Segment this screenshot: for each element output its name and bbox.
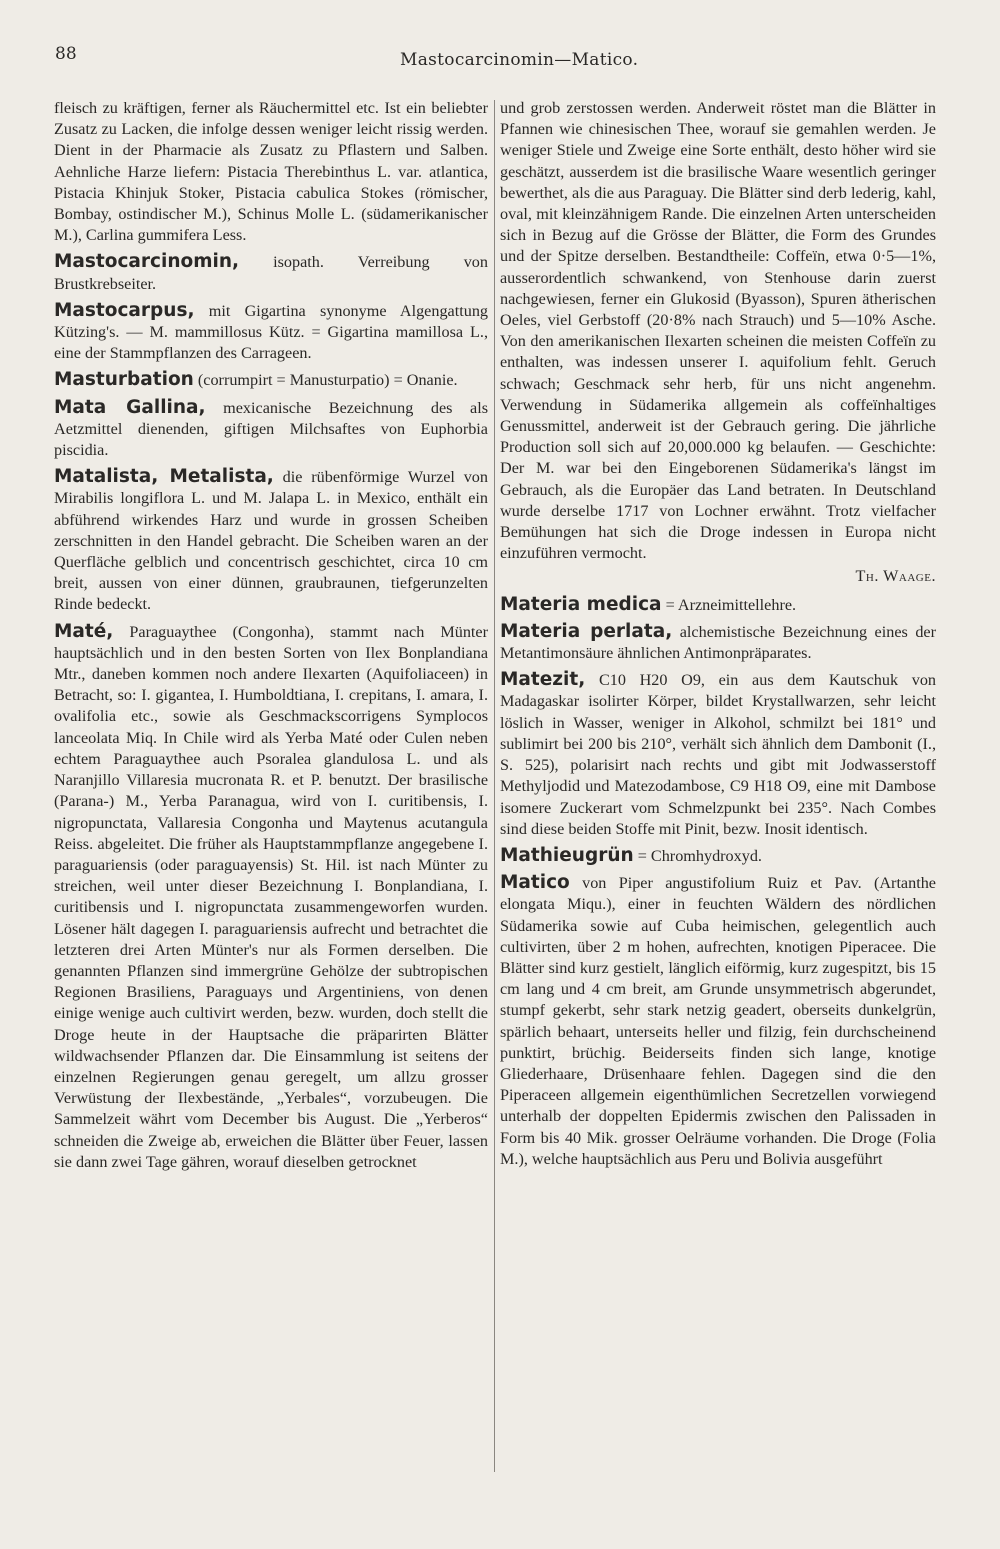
author-signature: Th. Waage. <box>855 567 936 586</box>
entry-continuation <box>500 98 936 564</box>
entry-text: alchemistische Bezeichnung eines der Metantimonsäure ähnlichen Antimonpräparates. <box>500 622 936 663</box>
entry-materia-perlata <box>500 621 936 664</box>
right-column <box>500 98 936 1170</box>
entry-headword: Mata Gallina, <box>54 396 206 418</box>
page-header <box>0 44 1000 74</box>
entry-text: (corrumpirt = Manusturpatio) = Onanie. <box>197 371 458 390</box>
entry-text: = Chromhydroxyd. <box>637 846 762 865</box>
entry-mastocarpus <box>54 300 488 365</box>
entry-matezit <box>500 669 936 840</box>
entry-text: die rübenförmige Wurzel von Mirabilis longiflora L. und M. Jalapa L. in Mexico, enthält ein abführend wirkendes Harz und wurde in grossen Scheiben zerschnitten in den Handel gebracht. Die Scheiben waren an der Querfläche gelblich und concentrisch geschichtet, circa 10 cm breit, aussen von einer dünnen, graubraunen, tiefgerunzelten Rinde bedeckt. <box>54 468 488 614</box>
entry-materia-medica <box>500 594 936 616</box>
entry-mastocarcinomin <box>54 251 488 294</box>
left-column <box>54 98 488 1173</box>
entry-headword: Materia perlata, <box>500 620 673 642</box>
entry-text: Paraguaythee (Congonha), stammt nach Münter hauptsächlich und in den besten Sorten von Ilex Bonplandiana Mtr., daneben kommen noch andere Ilexarten (Aquifoliaceen) in Betracht, so: I. gigantea, I. Humboldtiana, I. crepitans, I. amara, I. ovalifolia etc., sowie als Geschmackscorrigens Symplocos lanceolata Miq. In Chile wird als Yerba Maté oder Culen neben echtem Paraguaythee auch Psoralea glandulosa L. und als Naranjillo Villaresia mucronata R. et P. benutzt. Der brasilische (Parana-) M., Yerba Paranagua, wird von I. curitibensis, I. nigropunctata, Vallaresia Congonha und Maytenus acutangula Reiss. abgeleitet. Die früher als Hauptstammpflanze angegebene I. paraguariensis (oder paraguayensis) St. Hil. ist nach Münter zu streichen, weil unter dieser Bezeichnung I. Bonplandiana, I. curitibensis und I. nigropunctata zusammengeworfen wurden. Lösener hält dagegen I. paraguariensis aufrecht und betrachtet die letzteren drei Arten Münter's nur als Formen derselben. Die genannten Pflanzen sind immergrüne Gehölze der subtropischen Regionen Brasiliens, Paraguays und Argentiniens, von denen einige wenige auch cultivirt werden, bezw. wurden, doch stellt die Droge heute in der Hauptsache die präparirten Blätter wildwachsender Pflanzen dar. Die Einsammlung ist seitens der einzelnen Regierungen genau geregelt, um allzu grosser Verwüstung der Ilexbestände, „Yerbales“, vorzubeugen. Die Sammelzeit währt vom December bis August. Die „Yerberos“ schneiden die Zweige ab, erweichen die Blätter über Feuer, lassen sie dann zwei Tage gähren, worauf dieselben getrocknet <box>54 622 489 1171</box>
page-number: 88 <box>55 44 77 64</box>
entry-text: von Piper angustifolium Ruiz et Pav. (Artanthe elongata Miqu.), einer in feuchten Wäldern des nördlichen Südamerika sowie auf Cuba heimischen, gelegentlich auch cultivirten, über 2 m hohen, aufrechten, knotigen Piperacee. Die Blätter sind kurz gestielt, länglich eiförmig, kurz zugespitzt, bis 15 cm lang und 4 cm breit, am Grunde unsymmetrisch abgerundet, stumpf gekerbt, sehr stark netzig geadert, oberseits dunkelgrün, spärlich behaart, unterseits heller und filzig, fein durchscheinend punktirt, brüchig. Beiderseits finden sich lange, knotige Gliederhaare, Drüsenhaare fehlen. Dagegen sind die den Piperaceen allgemein eigenthümlichen Secretzellen vorwiegend unterhalb der doppelten Epidermis zwischen den Palissaden in Form bis 40 Mik. grosser Oelräume vorhanden. Die Droge (Folia M.), welche hauptsächlich aus Peru und Bolivia ausgeführt <box>500 874 936 1168</box>
entry-text: mexicanische Bezeichnung des als Aetzmittel dienenden, giftigen Milchsaftes von Euphorbia piscidia. <box>54 398 488 460</box>
entry-text: C10 H20 O9, ein aus dem Kautschuk von Madagaskar isolirter Körper, bildet Krystallwarzen, sehr leicht löslich in Wasser, weniger in Alkohol, schmilzt bei 181° und sublimirt bei 200 bis 210°, verhält sich ähnlich dem Dambonit (I., S. 525), polarisirt nach rechts und gibt mit Jodwasserstoff Methyljodid und Matezodambose, C9 H18 O9, eine mit Dambose isomere Zuckerart vom Schmelzpunkt bei 235°. Nach Combes sind diese beiden Stoffe mit Pinit, bezw. Inosit identisch. <box>500 671 937 838</box>
entry-matalista <box>54 466 488 615</box>
entry-text: isopath. Verreibung von Brustkrebseiter. <box>54 253 488 293</box>
entry-text: mit Gigartina synonyme Algengattung Kützing's. — M. mammillosus Kütz. = Gigartina mamillosa L., eine der Stammpflanzen des Carrageen. <box>54 301 489 363</box>
entry-headword: Maté, <box>54 620 114 642</box>
entry-headword: Matezit, <box>500 669 586 691</box>
entry-headword: Matico <box>500 872 570 894</box>
column-divider <box>494 100 495 1472</box>
entry-headword: Matalista, Metalista, <box>54 466 274 488</box>
running-title: Mastocarcinomin—Matico. <box>400 50 639 70</box>
entry-mata-gallina <box>54 397 488 462</box>
entry-text: und grob zerstossen werden. Anderweit röstet man die Blätter in Pfannen wie chinesischen Thee, worauf sie gemahlen werden. Je weniger Stiele und Zweige eine Sorte enthält, desto höher wird sie geschätzt, ausserdem ist die brasilische Waare wesentlich geringer bewerthet, als die aus Paraguay. Die Blätter sind derb lederig, kahl, oval, mit kleinzähnigem Rande. Die einzelnen Arten unterscheiden sich in Bezug auf die Grösse der Blätter, die Form des Grundes und der Spitze derselben. Bestandtheile: Coffeïn, etwa 0·5—1%, ausserordentlich schwankend, von Stenhouse darin zuerst nachgewiesen, ferner ein Glukosid (Byasson), Spuren ätherischen Oeles, viel Gerbstoff (20·8% nach Strauch) und 5—10% Asche. Von den amerikanischen Ilexarten scheinen die meisten Coffeïn zu enthalten, was indessen unserer I. aquifolium fehlt. Geruch schwach; Geschmack sehr herb, für uns nicht angenehm. Verwendung in Südamerika allgemein als coffeïnhaltiges Genussmittel, anderweit ist der Gebrauch gering. Die jährliche Production soll sich auf 20,000.000 kg belaufen. — Geschichte: Der M. war bei den Eingeborenen Südamerika's längst im Gebrauch, als die Europäer das Land betraten. In Deutschland wurde derselbe 1717 von Lochner erwähnt. Trotz vielfacher Bemühungen hat sich die Droge indessen in Europa nicht einzuführen vermocht. <box>500 99 936 563</box>
entry-text: fleisch zu kräftigen, ferner als Räuchermittel etc. Ist ein beliebter Zusatz zu Lacken, die infolge dessen weniger leicht rissig werden. Dient in der Pharmacie als Zusatz zu Pflastern und Salben. Aehnliche Harze liefern: Pistacia Therebinthus L. var. atlantica, Pistacia Khinjuk Stoker, Pistacia cabulica Stokes (römischer, Bombay, ostindischer M.), Schinus Molle L. (südamerikanischer M.), Carlina gummifera Less. <box>54 99 488 245</box>
entry-headword: Masturbation <box>54 369 194 391</box>
entry-headword: Materia medica <box>500 593 662 615</box>
entry-text: = Arzneimittellehre. <box>665 595 797 614</box>
entry-headword: Mastocarcinomin, <box>54 251 240 273</box>
entry-mathieugruen <box>500 845 936 867</box>
entry-matico <box>500 872 936 1170</box>
entry-headword: Mathieugrün <box>500 844 634 866</box>
entry-headword: Mastocarpus, <box>54 299 195 321</box>
entry-mate <box>54 621 488 1173</box>
entry-masturbation <box>54 369 488 391</box>
entry-continuation <box>54 98 488 246</box>
